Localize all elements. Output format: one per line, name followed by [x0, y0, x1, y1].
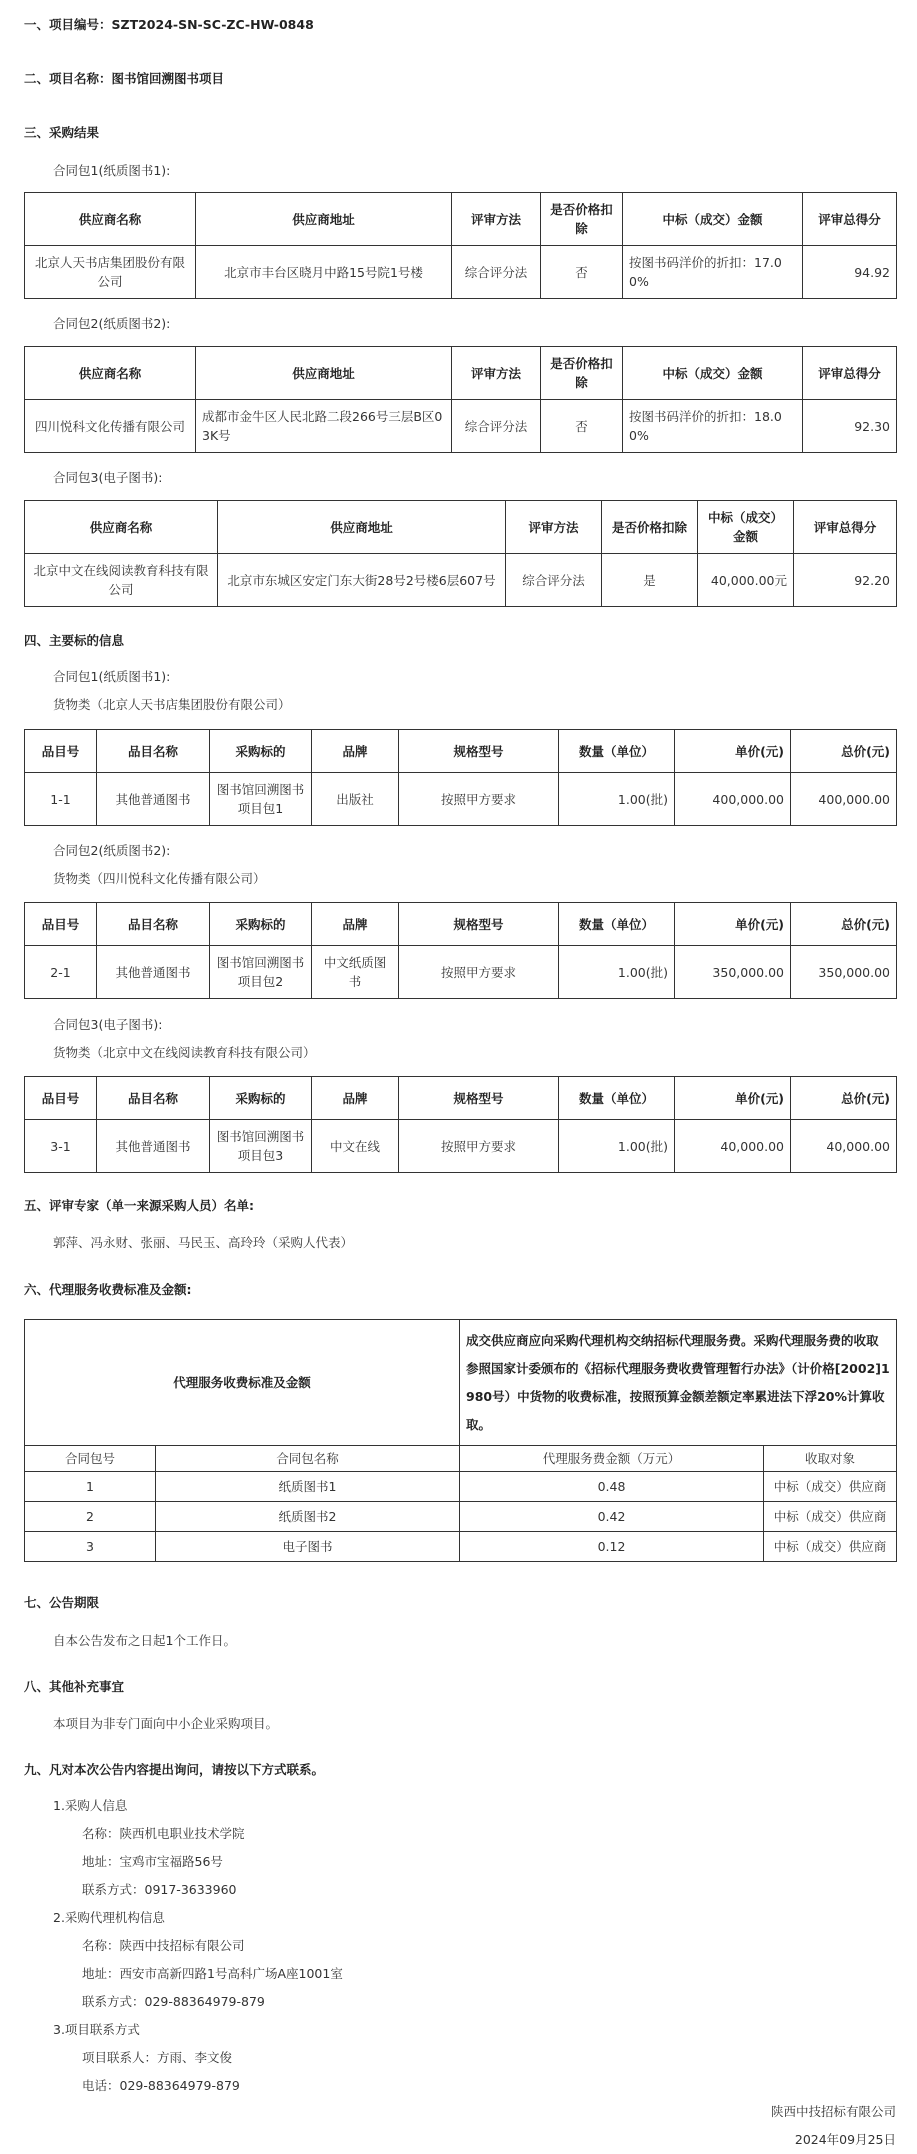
purchaser-contact: 联系方式：0917-3633960	[82, 1882, 237, 1897]
result-package-2-label: 合同包2(纸质图书2):	[53, 316, 171, 331]
supplier-name: 四川悦科文化传播有限公司	[25, 400, 196, 453]
agency-contact: 联系方式：029-88364979-879	[82, 1994, 265, 2009]
header-price-deduction: 是否价格扣除	[541, 193, 623, 246]
item-package-2-category: 货物类（四川悦科文化传播有限公司）	[53, 871, 266, 886]
project-name	[24, 70, 224, 88]
header-total-price: 总价(元)	[791, 730, 897, 773]
result-package-3-label: 合同包3(电子图书):	[53, 470, 163, 485]
table-row	[25, 1532, 897, 1562]
result-table-2	[24, 346, 897, 453]
fee-table	[24, 1319, 897, 1562]
item-table-3	[24, 1076, 897, 1173]
header-review-method: 评审方法	[506, 501, 602, 554]
package-name: 纸质图书1	[156, 1472, 460, 1502]
header-price-deduction: 是否价格扣除	[602, 501, 698, 554]
table-row	[25, 1502, 897, 1532]
bid-amount: 40,000.00元	[698, 554, 794, 607]
package-name: 电子图书	[156, 1532, 460, 1562]
fee-amount: 0.42	[460, 1502, 764, 1532]
supplier-name: 北京中文在线阅读教育科技有限公司	[25, 554, 218, 607]
fee-amount: 0.48	[460, 1472, 764, 1502]
item-no: 3-1	[25, 1120, 97, 1173]
charge-target: 中标（成交）供应商	[764, 1502, 897, 1532]
header-price-deduction: 是否价格扣除	[541, 347, 623, 400]
supplier-address: 北京市东城区安定门东大街28号2号楼6层607号	[218, 554, 506, 607]
item-package-2-label: 合同包2(纸质图书2):	[53, 843, 171, 858]
purchaser-heading: 1.采购人信息	[53, 1798, 128, 1813]
item-package-1-label: 合同包1(纸质图书1):	[53, 669, 171, 684]
item-name: 其他普通图书	[97, 1120, 210, 1173]
header-bid-amount: 中标（成交）金额	[623, 193, 803, 246]
project-number-value: SZT2024-SN-SC-ZC-HW-0848	[111, 17, 314, 32]
purchaser-name: 名称：陕西机电职业技术学院	[82, 1826, 245, 1841]
header-spec: 规格型号	[399, 730, 559, 773]
header-item-name: 品目名称	[97, 903, 210, 946]
purchaser-address: 地址：宝鸡市宝福路56号	[82, 1854, 223, 1869]
section-8-title: 八、其他补充事宜	[24, 1679, 125, 1694]
package-no: 1	[25, 1472, 156, 1502]
quantity: 1.00(批)	[559, 773, 675, 826]
total-score: 92.20	[794, 554, 897, 607]
section-1-title: 一、项目编号：	[24, 17, 112, 32]
header-total-score: 评审总得分	[803, 347, 897, 400]
item-package-3-category: 货物类（北京中文在线阅读教育科技有限公司）	[53, 1045, 316, 1060]
table-row	[25, 1472, 897, 1502]
total-price: 350,000.00	[791, 946, 897, 999]
section-6-title: 六、代理服务收费标准及金额:	[24, 1282, 192, 1297]
table-row	[25, 1120, 897, 1173]
package-name: 纸质图书2	[156, 1502, 460, 1532]
item-package-1-category: 货物类（北京人天书店集团股份有限公司）	[53, 697, 291, 712]
price-deduction: 是	[602, 554, 698, 607]
header-bid-amount: 中标（成交）金额	[623, 347, 803, 400]
price-deduction: 否	[541, 246, 623, 299]
agency-heading: 2.采购代理机构信息	[53, 1910, 165, 1925]
header-bid-amount: 中标（成交）金额	[698, 501, 794, 554]
project-contact-heading: 3.项目联系方式	[53, 2022, 140, 2037]
supplier-address: 北京市丰台区晓月中路15号院1号楼	[196, 246, 452, 299]
header-procurement-target: 采购标的	[210, 903, 312, 946]
section-5-title: 五、评审专家（单一来源采购人员）名单:	[24, 1198, 254, 1213]
header-quantity: 数量（单位）	[559, 730, 675, 773]
header-spec: 规格型号	[399, 903, 559, 946]
header-supplier-name: 供应商名称	[25, 193, 196, 246]
total-score: 92.30	[803, 400, 897, 453]
fee-standard-header: 代理服务收费标准及金额	[25, 1320, 460, 1446]
announcement-period: 自本公告发布之日起1个工作日。	[53, 1633, 236, 1648]
table-row	[25, 246, 897, 299]
header-spec: 规格型号	[399, 1077, 559, 1120]
header-quantity: 数量（单位）	[559, 1077, 675, 1120]
supplier-address: 成都市金牛区人民北路二段266号三层B区03K号	[196, 400, 452, 453]
result-table-1	[24, 192, 897, 299]
header-total-price: 总价(元)	[791, 903, 897, 946]
header-total-score: 评审总得分	[794, 501, 897, 554]
table-row	[25, 554, 897, 607]
review-method: 综合评分法	[506, 554, 602, 607]
fee-standard-text: 成交供应商应向采购代理机构交纳招标代理服务费。采购代理服务费的收取参照国家计委颁布的《招标代理服务费收费管理暂行办法》（计价格[2002]1980号）中货物的收费标准，按照预算金额差额定率累进法下浮20%计算收取。	[460, 1320, 897, 1446]
procurement-target: 图书馆回溯图书项目包3	[210, 1120, 312, 1173]
spec: 按照甲方要求	[399, 1120, 559, 1173]
item-name: 其他普通图书	[97, 773, 210, 826]
table-row	[25, 400, 897, 453]
total-score: 94.92	[803, 246, 897, 299]
item-table-1	[24, 729, 897, 826]
procurement-target: 图书馆回溯图书项目包2	[210, 946, 312, 999]
header-item-no: 品目号	[25, 1077, 97, 1120]
item-table-2	[24, 902, 897, 999]
section-4-title: 四、主要标的信息	[24, 633, 125, 648]
supplementary-note: 本项目为非专门面向中小企业采购项目。	[53, 1716, 279, 1731]
package-no: 2	[25, 1502, 156, 1532]
table-row	[25, 773, 897, 826]
project-contact-person: 项目联系人：方雨、李文俊	[82, 2050, 233, 2065]
header-item-no: 品目号	[25, 903, 97, 946]
header-fee-amount: 代理服务费金额（万元）	[460, 1446, 764, 1472]
fee-amount: 0.12	[460, 1532, 764, 1562]
result-table-3	[24, 500, 897, 607]
charge-target: 中标（成交）供应商	[764, 1472, 897, 1502]
header-unit-price: 单价(元)	[675, 903, 791, 946]
header-brand: 品牌	[312, 1077, 399, 1120]
brand: 出版社	[312, 773, 399, 826]
footer-organization: 陕西中技招标有限公司	[770, 2104, 896, 2119]
total-price: 40,000.00	[791, 1120, 897, 1173]
bid-amount: 按图书码洋价的折扣：17.00%	[623, 246, 803, 299]
header-package-no: 合同包号	[25, 1446, 156, 1472]
item-name: 其他普通图书	[97, 946, 210, 999]
unit-price: 40,000.00	[675, 1120, 791, 1173]
table-row	[25, 946, 897, 999]
header-total-score: 评审总得分	[803, 193, 897, 246]
header-supplier-address: 供应商地址	[196, 347, 452, 400]
header-charge-target: 收取对象	[764, 1446, 897, 1472]
supplier-name: 北京人天书店集团股份有限公司	[25, 246, 196, 299]
header-brand: 品牌	[312, 730, 399, 773]
review-method: 综合评分法	[452, 246, 541, 299]
header-item-name: 品目名称	[97, 1077, 210, 1120]
quantity: 1.00(批)	[559, 946, 675, 999]
item-package-3-label: 合同包3(电子图书):	[53, 1017, 163, 1032]
header-brand: 品牌	[312, 903, 399, 946]
section-9-title: 九、凡对本次公告内容提出询问，请按以下方式联系。	[24, 1762, 325, 1777]
header-total-price: 总价(元)	[791, 1077, 897, 1120]
header-quantity: 数量（单位）	[559, 903, 675, 946]
unit-price: 350,000.00	[675, 946, 791, 999]
price-deduction: 否	[541, 400, 623, 453]
review-method: 综合评分法	[452, 400, 541, 453]
header-package-name: 合同包名称	[156, 1446, 460, 1472]
agency-address: 地址：西安市高新四路1号高科广场A座1001室	[82, 1966, 343, 1981]
header-review-method: 评审方法	[452, 193, 541, 246]
project-name-value: 图书馆回溯图书项目	[111, 71, 225, 86]
header-procurement-target: 采购标的	[210, 730, 312, 773]
spec: 按照甲方要求	[399, 946, 559, 999]
total-price: 400,000.00	[791, 773, 897, 826]
header-procurement-target: 采购标的	[210, 1077, 312, 1120]
expert-list: 郭萍、冯永财、张丽、马民玉、高玲玲（采购人代表）	[53, 1235, 354, 1250]
spec: 按照甲方要求	[399, 773, 559, 826]
project-number	[24, 16, 314, 34]
item-no: 2-1	[25, 946, 97, 999]
header-supplier-address: 供应商地址	[196, 193, 452, 246]
quantity: 1.00(批)	[559, 1120, 675, 1173]
header-unit-price: 单价(元)	[675, 730, 791, 773]
header-item-no: 品目号	[25, 730, 97, 773]
header-review-method: 评审方法	[452, 347, 541, 400]
header-supplier-name: 供应商名称	[25, 347, 196, 400]
footer-date: 2024年09月25日	[794, 2132, 896, 2147]
charge-target: 中标（成交）供应商	[764, 1532, 897, 1562]
bid-amount: 按图书码洋价的折扣：18.00%	[623, 400, 803, 453]
section-7-title: 七、公告期限	[24, 1595, 100, 1610]
header-item-name: 品目名称	[97, 730, 210, 773]
header-supplier-name: 供应商名称	[25, 501, 218, 554]
header-supplier-address: 供应商地址	[218, 501, 506, 554]
section-2-title: 二、项目名称：	[24, 71, 112, 86]
unit-price: 400,000.00	[675, 773, 791, 826]
brand: 中文在线	[312, 1120, 399, 1173]
brand: 中文纸质图书	[312, 946, 399, 999]
project-contact-phone: 电话：029-88364979-879	[82, 2078, 240, 2093]
header-unit-price: 单价(元)	[675, 1077, 791, 1120]
agency-name: 名称：陕西中技招标有限公司	[82, 1938, 245, 1953]
result-package-1-label: 合同包1(纸质图书1):	[53, 163, 171, 178]
package-no: 3	[25, 1532, 156, 1562]
procurement-target: 图书馆回溯图书项目包1	[210, 773, 312, 826]
item-no: 1-1	[25, 773, 97, 826]
section-3-title: 三、采购结果	[24, 125, 100, 140]
